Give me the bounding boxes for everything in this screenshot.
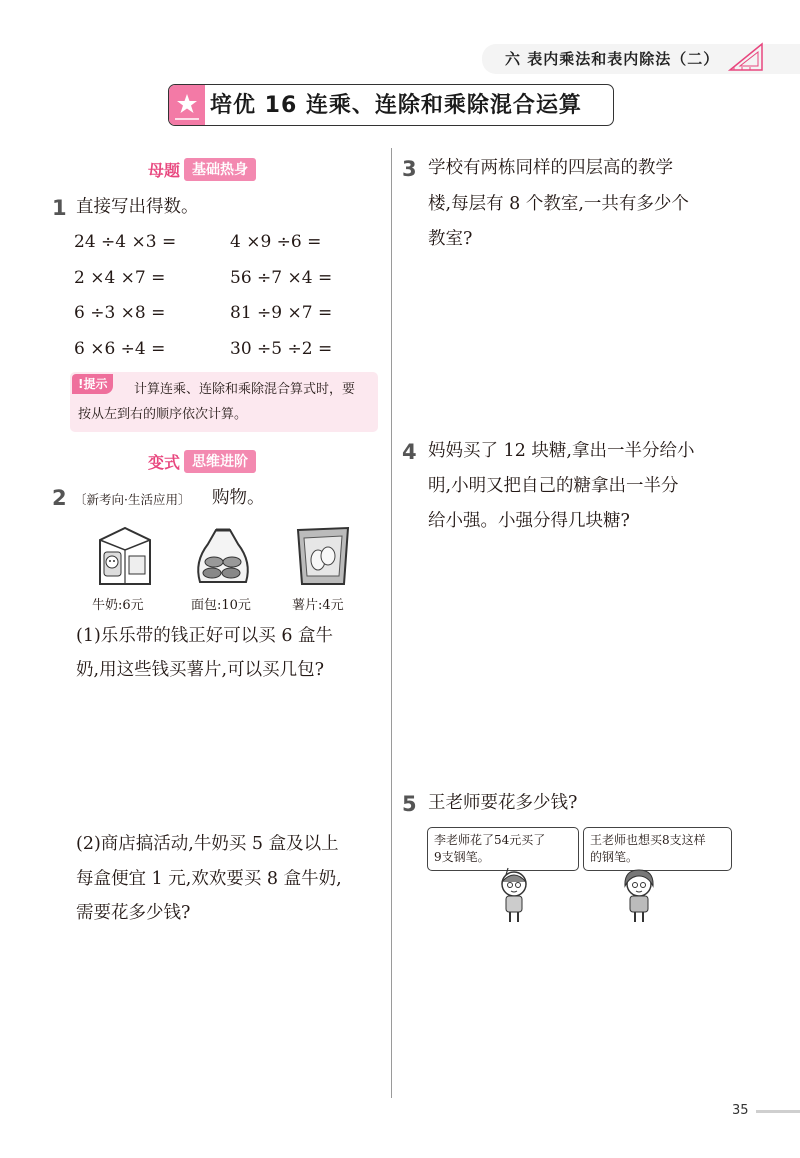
question-3-number: 3 <box>402 157 417 181</box>
speech-bubble-wang <box>583 827 732 871</box>
chapter-title: 六 表内乘法和表内除法（二） <box>505 50 720 68</box>
section-advanced-label: 变式 <box>148 453 181 472</box>
question-2-title: 购物。 <box>212 488 265 508</box>
calc-item: 56 ÷7 ×4 = <box>230 268 333 288</box>
tip-line-2: 按从左到右的顺序依次计算。 <box>78 407 248 422</box>
question-2-part-2-line-1: (2)商店搞活动,牛奶买 5 盒及以上 <box>76 834 339 854</box>
section-basic-tag <box>148 158 256 182</box>
section-advanced-subtitle: 思维进阶 <box>184 450 256 473</box>
calc-item: 2 ×4 ×7 = <box>74 268 166 288</box>
teacher-wang-figure-icon <box>618 866 660 924</box>
question-5-text: 王老师要花多少钱? <box>428 793 578 813</box>
teacher-li-figure-icon <box>494 866 534 924</box>
product-caption-chips: 薯片:4元 <box>292 598 344 613</box>
question-4-line-1: 妈妈买了 12 块糖,拿出一半分给小 <box>428 441 695 461</box>
tip-line-1: 计算连乘、连除和乘除混合算式时，要 <box>134 382 356 397</box>
calc-item: 6 ÷3 ×8 = <box>74 303 166 323</box>
question-3-line-1: 学校有两栋同样的四层高的教学 <box>428 158 673 178</box>
calc-item: 6 ×6 ÷4 = <box>74 339 166 359</box>
question-2-tag: 〔新考向·生活应用〕 <box>74 492 191 507</box>
speech-bubble-wang-line-2: 的钢笔。 <box>590 850 639 864</box>
speech-bubble-li-line-2: 9支钢笔。 <box>434 850 490 864</box>
ruler-triangle-icon <box>728 40 764 72</box>
page-number: 35 <box>732 1103 749 1118</box>
title-star-badge <box>169 85 205 125</box>
question-4-number: 4 <box>402 440 417 464</box>
question-3-line-2: 楼,每层有 8 个教室,一共有多少个 <box>428 194 689 214</box>
tip-label: !提示 <box>72 374 113 394</box>
bread-bag-icon <box>190 522 256 588</box>
calc-item: 24 ÷4 ×3 = <box>74 232 177 252</box>
star-icon <box>169 85 205 125</box>
product-caption-milk: 牛奶:6元 <box>92 598 144 613</box>
question-2-part-2-line-2: 每盒便宜 1 元,欢欢要买 8 盒牛奶, <box>76 869 342 889</box>
question-3-line-3: 教室? <box>428 229 473 249</box>
column-divider <box>391 148 392 1098</box>
question-1-text: 直接写出得数。 <box>76 197 199 217</box>
chips-bag-icon <box>292 522 354 588</box>
product-caption-bread: 面包:10元 <box>191 598 251 613</box>
question-2-part-1-line-1: (1)乐乐带的钱正好可以买 6 盒牛 <box>76 626 334 646</box>
question-4-line-3: 给小强。小强分得几块糖? <box>428 511 630 531</box>
calc-item: 4 ×9 ÷6 = <box>230 232 322 252</box>
speech-bubble-wang-line-1: 王老师也想买8支这样 <box>590 833 706 847</box>
section-advanced-tag <box>148 450 256 474</box>
question-2-number: 2 <box>52 486 67 510</box>
section-basic-label: 母题 <box>148 161 181 180</box>
lesson-title: 培优 16 连乘、连除和乘除混合运算 <box>210 93 582 118</box>
section-basic-subtitle: 基础热身 <box>184 158 256 181</box>
question-2-part-1-line-2: 奶,用这些钱买薯片,可以买几包? <box>76 660 325 680</box>
question-5-number: 5 <box>402 792 417 816</box>
page-number-bar <box>756 1110 800 1113</box>
question-1-number: 1 <box>52 196 67 220</box>
milk-carton-icon <box>92 522 158 588</box>
calc-item: 81 ÷9 ×7 = <box>230 303 333 323</box>
question-2-part-2-line-3: 需要花多少钱? <box>76 903 191 923</box>
speech-bubble-li <box>427 827 579 871</box>
calc-item: 30 ÷5 ÷2 = <box>230 339 333 359</box>
speech-bubble-li-line-1: 李老师花了54元买了 <box>434 833 546 847</box>
question-4-line-2: 明,小明又把自己的糖拿出一半分 <box>428 476 679 496</box>
